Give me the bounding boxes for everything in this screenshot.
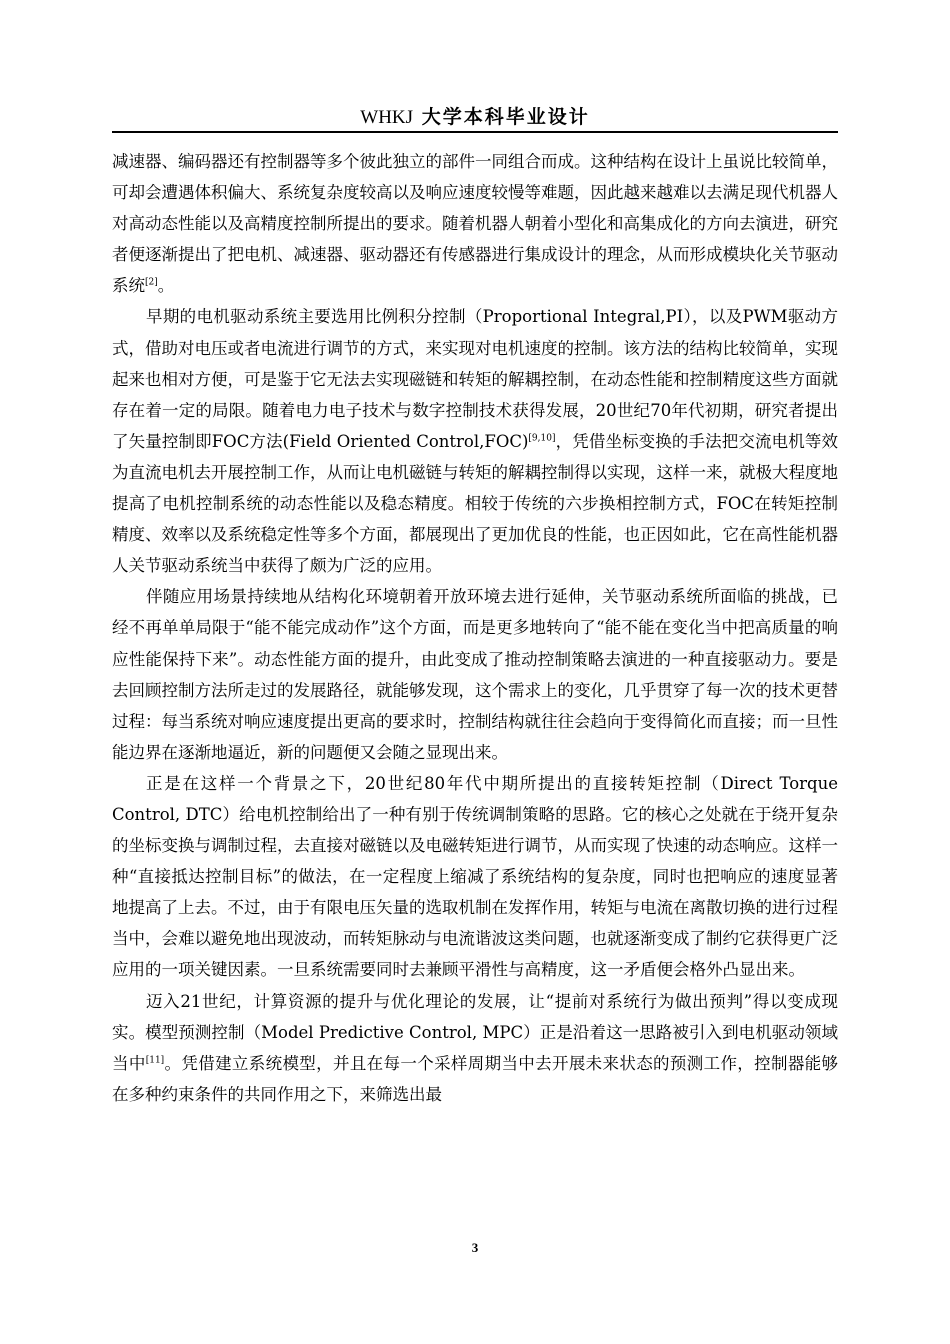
text-run: 正是在这样一个背景之下，20世纪80年代中期所提出的直接转矩控制（Direct Torque Control, DTC）给电机控制给出了一种有别于传统调制策略的思路。它的核心之处就在于绕开复杂的坐标变换与调制过程，去直接对磁链以及电磁转矩进行调节，从而实现了快速的动态响应。这样一种“直接抵达控制目标”的做法，在一定程度上缩减了系统结构的复杂度，同时也把响应的速度显著地提高了上去。不过，由于有限电压矢量的选取机制在发挥作用，转矩与电流在离散切换的进行过程当中，会难以避免地出现波动，而转矩脉动与电流谐波这类问题，也就逐渐变成了制约它获得更广泛应用的一项关键因素。一旦系统需要同时去兼顾平滑性与高精度，这一矛盾便会格外凸显出来。 <box>112 773 838 980</box>
text-run: 减速器、编码器还有控制器等多个彼此独立的部件一同组合而成。这种结构在设计上虽说比较简单，可却会遭遇体积偏大、系统复杂度较高以及响应速度较慢等难题，因此越来越难以去满足现代机器人对高动态性能以及高精度控制所提出的要求。随着机器人朝着小型化和高集成化的方向去演进，研究者便逐渐提出了把电机、减速器、驱动器还有传感器进行集成设计的理念，从而形成模块化关节驱动系统 <box>112 152 838 296</box>
paragraph <box>112 986 838 1110</box>
text-run: 伴随应用场景持续地从结构化环境朝着开放环境去进行延伸，关节驱动系统所面临的挑战，已经不再单单局限于“能不能完成动作”这个方面，而是更多地转向了“能不能在变化当中把高质量的响应性能保持下来”。动态性能方面的提升，由此变成了推动控制策略去演进的一种直接驱动力。要是去回顾控制方法所走过的发展路径，就能够发现，这个需求上的变化，几乎贯穿了每一次的技术更替过程：每当系统对响应速度提出更高的要求时，控制结构就往往会趋向于变得简化而直接；而一旦性能边界在逐渐地逼近，新的问题便又会随之显现出来。 <box>112 587 838 762</box>
header-brand: WHKJ <box>360 107 414 128</box>
citation-reference: [2] <box>145 277 158 288</box>
citation-reference: [11] <box>145 1055 165 1066</box>
paragraph <box>112 768 838 986</box>
page-header <box>112 102 838 129</box>
citation-reference: [9,10] <box>528 433 556 444</box>
text-run: 。凭借建立系统模型，并且在每一个采样周期当中去开展未来状态的预测工作，控制器能够在多种约束条件的共同作用之下，来筛选出最 <box>112 1053 839 1104</box>
text-run: 迈入21世纪，计算资源的提升与优化理论的发展，让“提前对系统行为做出预判”得以变成现实。模型预测控制（Model Predictive Control, MPC）正是沿着这一思路被引入到电机驱动领域当中 <box>112 991 838 1073</box>
text-run: ，凭借坐标变换的手法把交流电机等效为直流电机去开展控制工作，从而让电机磁链与转矩的解耦控制得以实现，这样一来，就极大程度地提高了电机控制系统的动态性能以及稳态精度。相较于传统的六步换相控制方式，FOC在转矩控制精度、效率以及系统稳定性等多个方面，都展现出了更加优良的性能，也正因如此，它在高性能机器人关节驱动系统当中获得了颇为广泛的应用。 <box>112 431 838 576</box>
header-title: 大学本科毕业设计 <box>421 106 590 128</box>
header-rule <box>112 131 838 133</box>
text-run: 。 <box>157 276 175 296</box>
text-run: 早期的电机驱动系统主要选用比例积分控制（Proportional Integral,PI），以及PWM驱动方式，借助对电压或者电流进行调节的方式，来实现对电机速度的控制。该方法的结构比较简单，实现起来也相对方便，可是鉴于它无法去实现磁链和转矩的解耦控制，在动态性能和控制精度这些方面就存在着一定的局限。随着电力电子技术与数字控制技术获得发展，20世纪70年代初期，研究者提出了矢量控制即FOC方法(Field Oriented Control,FOC) <box>112 307 838 451</box>
paragraph <box>112 146 838 301</box>
page-number: 3 <box>471 1240 479 1255</box>
paragraph <box>112 301 838 581</box>
body-text <box>112 146 838 1110</box>
paragraph <box>112 581 838 768</box>
